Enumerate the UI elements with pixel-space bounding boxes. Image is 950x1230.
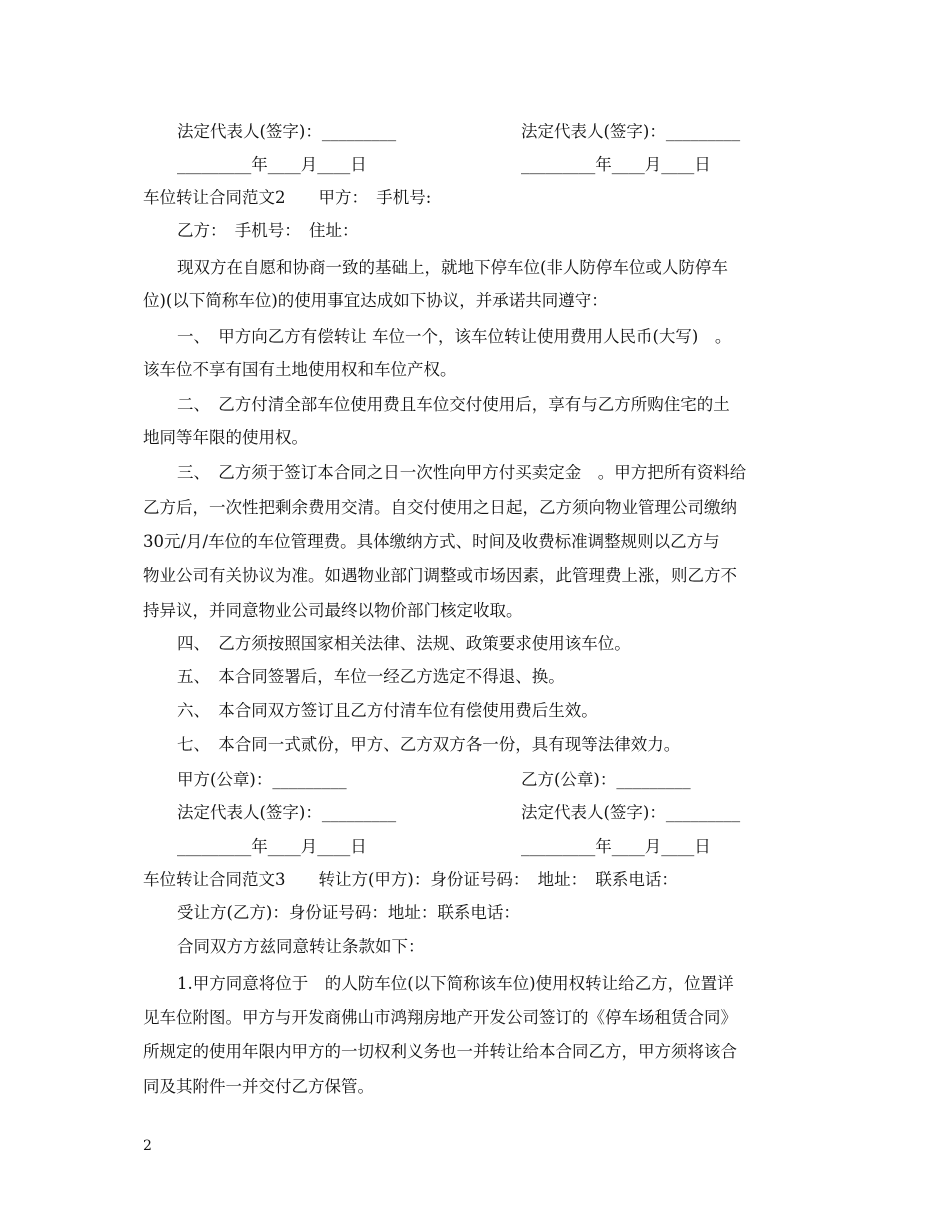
clause-one-line: 一、 甲方向乙方有偿转让 车位一个，该车位转让使用费用人民币(大写) 。 [177, 327, 732, 346]
date-line-left: _________年____月____日 [177, 155, 367, 174]
party-b-info: 乙方： 手机号： 住址： [177, 221, 359, 240]
signature-line-right: 法定代表人(签字)：_________ [521, 803, 741, 822]
clause-seven: 七、 本合同一式贰份，甲方、乙方双方各一份，具有现等法律效力。 [177, 735, 681, 754]
clause-three-line: 30元/月/车位的车位管理费。具体缴纳方式、时间及收费标准调整规则以乙方与 [143, 532, 720, 551]
section-heading-2: 车位转让合同范文2 甲方： 手机号: [143, 188, 432, 207]
clause-three-line: 乙方后，一次性把剩余费用交清。自交付使用之日起，乙方须向物业管理公司缴纳 [143, 498, 737, 517]
clause-three-line: 持异议，并同意物业公司最终以物价部门核定收取。 [143, 601, 523, 620]
clause-1-line: 所规定的使用年限内甲方的一切权利义务也一并转让给本合同乙方，甲方须将该合 [143, 1042, 737, 1061]
agreement-intro: 合同双方方兹同意转让条款如下： [177, 937, 425, 956]
clause-three-line: 物业公司有关协议为准。如遇物业部门调整或市场因素，此管理费上涨，则乙方不 [143, 566, 737, 585]
date-line-right: _________年____月____日 [521, 155, 711, 174]
clause-three-line: 三、 乙方须于签订本合同之日一次性向甲方付买卖定金 。甲方把所有资料给 [177, 463, 747, 482]
paragraph-line: 现双方在自愿和协商一致的基础上，就地下停车位(非人防停车位或人防停车 [177, 258, 728, 277]
clause-two-line: 地同等年限的使用权。 [143, 428, 308, 447]
clause-1-line: 同及其附件一并交付乙方保管。 [143, 1077, 374, 1096]
date-line-left: _________年____月____日 [177, 837, 367, 856]
seal-line-left: 甲方(公章)：_________ [177, 770, 347, 789]
clause-one-line: 该车位不享有国有土地使用权和车位产权。 [143, 360, 457, 379]
clause-four: 四、 乙方须按照国家相关法律、法规、政策要求使用该车位。 [177, 634, 631, 653]
signature-line-right: 法定代表人(签字)：_________ [521, 122, 741, 141]
clause-1-line: 见车位附图。甲方与开发商佛山市鸿翔房地产开发公司签订的《停车场租赁合同》 [143, 1008, 737, 1027]
date-line-right: _________年____月____日 [521, 837, 711, 856]
clause-two-line: 二、 乙方付清全部车位使用费且车位交付使用后，享有与乙方所购住宅的土 [177, 395, 730, 414]
seal-line-right: 乙方(公章)：_________ [521, 770, 691, 789]
transferee-info: 受让方(乙方)：身份证号码：地址：联系电话： [177, 903, 520, 922]
clause-six: 六、 本合同双方签订且乙方付清车位有偿使用费后生效。 [177, 701, 598, 720]
page-number: 2 [143, 1138, 152, 1154]
section-heading-3: 车位转让合同范文3 转让方(甲方)：身份证号码： 地址： 联系电话： [143, 870, 678, 889]
clause-1-line: 1.甲方同意将位于 的人防车位(以下简称该车位)使用权转让给乙方，位置详 [177, 974, 734, 993]
signature-line-left: 法定代表人(签字)：_________ [177, 803, 397, 822]
paragraph-line: 位)(以下简称车位)的使用事宜达成如下协议，并承诺共同遵守： [143, 291, 608, 310]
signature-line-left: 法定代表人(签字)：_________ [177, 122, 397, 141]
clause-five: 五、 本合同签署后，车位一经乙方选定不得退、换。 [177, 667, 565, 686]
